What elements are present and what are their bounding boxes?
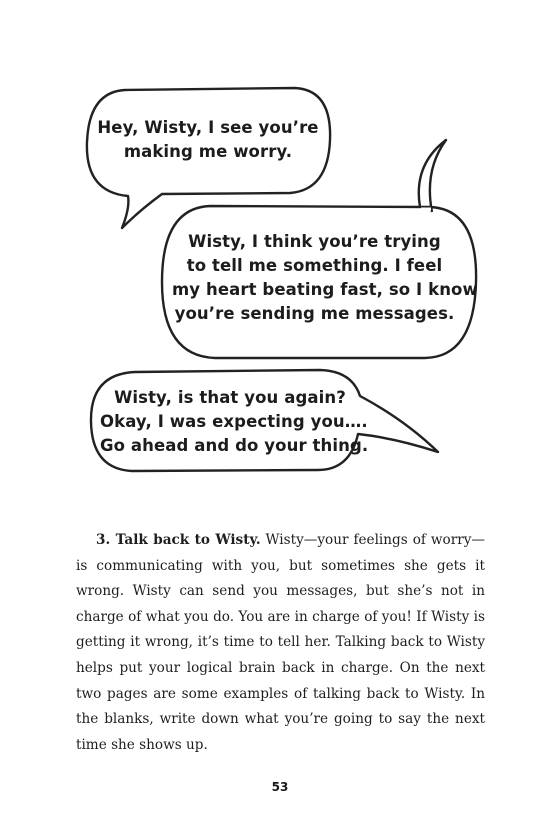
bubble-line: you’re sending me messages. xyxy=(174,304,455,323)
page-number: 53 xyxy=(271,780,289,794)
bubble-line: Hey, Wisty, I see you’re xyxy=(97,118,319,137)
bubble-line: Go ahead and do your thing. xyxy=(100,436,369,455)
body-paragraph xyxy=(76,528,485,758)
speech-bubble-3-text xyxy=(100,386,369,458)
bubble-line: Wisty, is that you again? xyxy=(114,388,346,407)
speech-bubble-2-text xyxy=(172,230,478,326)
speech-bubble-1-text xyxy=(97,116,319,164)
bubble-line: making me worry. xyxy=(123,142,293,161)
paragraph-text: Wisty—your feelings of worry—is communicating with you, but sometimes she gets it wrong. Wisty can send you messages, but she’s not in charge of what you do. You are in charge of you! If Wisty is getting it wrong, it’s time to tell her. Talking back to Wisty helps put your logical brain back in charge. On the next two pages are some examples of talking back to Wisty. In the blanks, write down what you’re going to say the next time she shows up. xyxy=(76,532,485,753)
paragraph-heading: 3. Talk back to Wisty. xyxy=(96,532,261,548)
bubble-line: my heart beating fast, so I know xyxy=(172,280,478,299)
bubble-line: Wisty, I think you’re trying xyxy=(188,232,441,251)
bubble-line: to tell me something. I feel xyxy=(186,256,443,275)
bubble-line: Okay, I was expecting you…. xyxy=(100,412,368,431)
